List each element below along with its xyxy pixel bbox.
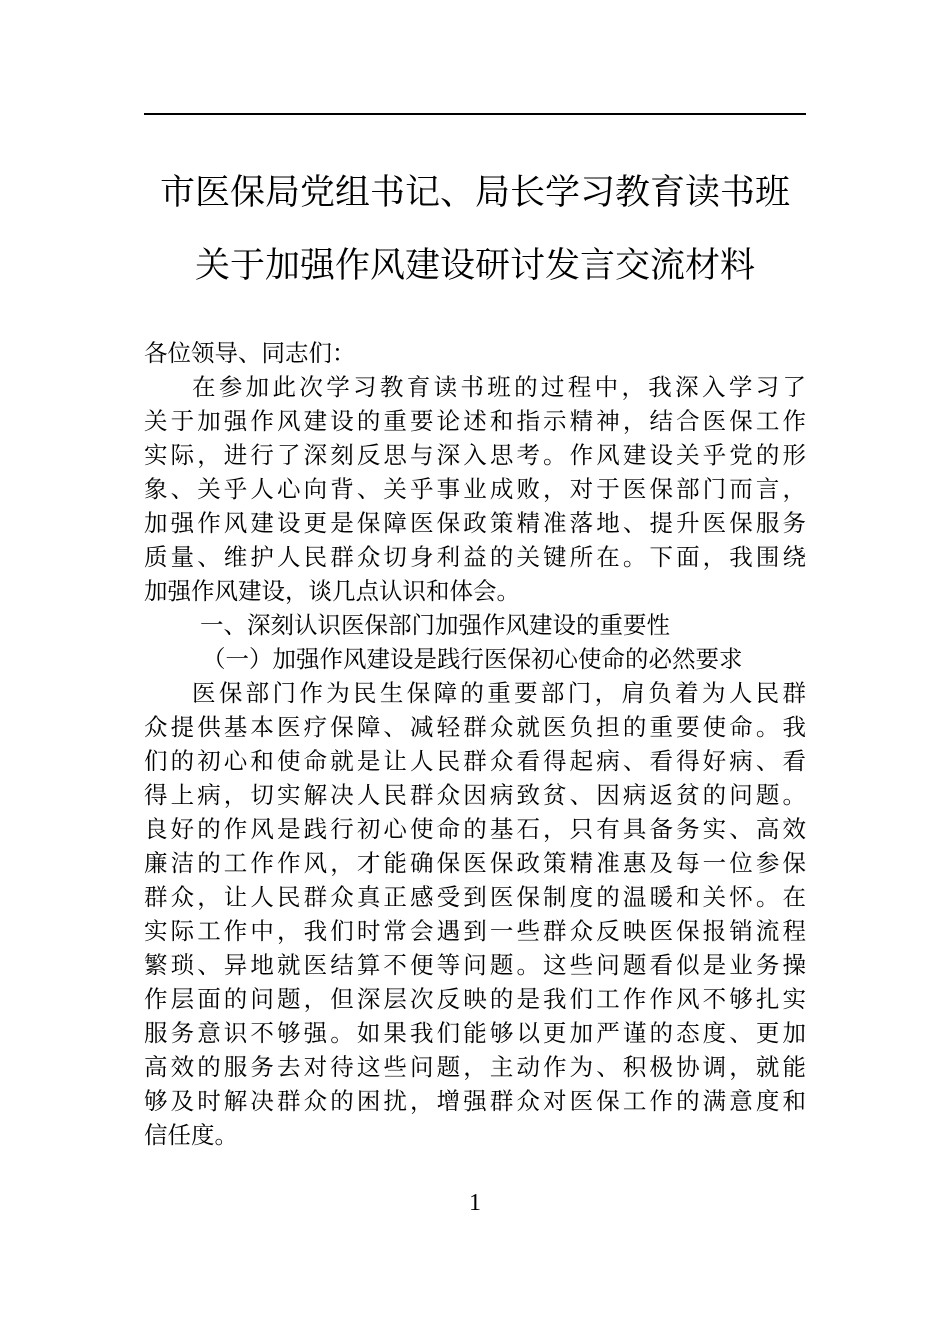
document-body [144, 336, 806, 1152]
paragraph-2-line: 医保部门作为民生保障的重要部门，肩负着为人民群 [192, 679, 806, 707]
paragraph-1-line: 加强作风建设更是保障医保政策精准落地、提升医保服务 [144, 509, 806, 537]
paragraph-1-line: 关于加强作风建设的重要论述和指示精神，结合医保工作 [144, 407, 806, 435]
paragraph-2-line: 实际工作中，我们时常会遇到一些群众反映医保报销流程 [144, 917, 806, 945]
paragraph-1-line: 加强作风建设，谈几点认识和体会。 [144, 577, 520, 605]
paragraph-2-line: 廉洁的工作作风，才能确保医保政策精准惠及每一位参保 [144, 849, 806, 877]
header-rule [144, 113, 806, 115]
paragraph-2-line: 良好的作风是践行初心使命的基石，只有具备务实、高效 [144, 815, 806, 843]
paragraph-1-line: 质量、维护人民群众切身利益的关键所在。下面，我围绕 [144, 543, 806, 571]
paragraph-2-line: 作层面的问题，但深层次反映的是我们工作作风不够扎实 [144, 985, 806, 1013]
document-title-line-1: 市医保局党组书记、局长学习教育读书班 [159, 173, 790, 213]
paragraph-2-line: 信任度。 [144, 1121, 238, 1149]
section-heading-1: 一、深刻认识医保部门加强作风建设的重要性 [200, 611, 670, 639]
paragraph-2-line: 得上病，切实解决人民群众因病致贫、因病返贫的问题。 [144, 781, 806, 809]
paragraph-2-line: 群众，让人民群众真正感受到医保制度的温暖和关怀。在 [144, 883, 806, 911]
subsection-heading-1: （一）加强作风建设是践行医保初心使命的必然要求 [202, 645, 743, 673]
document-title-line-2: 关于加强作风建设研讨发言交流材料 [194, 246, 755, 286]
paragraph-2-line: 服务意识不够强。如果我们能够以更加严谨的态度、更加 [144, 1019, 806, 1047]
page-number: 1 [469, 1190, 481, 1216]
salutation: 各位领导、同志们： [144, 339, 356, 367]
paragraph-1-line: 在参加此次学习教育读书班的过程中，我深入学习了 [192, 373, 806, 401]
paragraph-2-line: 够及时解决群众的困扰，增强群众对医保工作的满意度和 [144, 1087, 806, 1115]
paragraph-2-line: 众提供基本医疗保障、减轻群众就医负担的重要使命。我 [144, 713, 806, 741]
paragraph-2-line: 高效的服务去对待这些问题，主动作为、积极协调，就能 [144, 1053, 806, 1081]
paragraph-1-line: 象、关乎人心向背、关乎事业成败，对于医保部门而言， [144, 475, 806, 503]
paragraph-1-line: 实际，进行了深刻反思与深入思考。作风建设关乎党的形 [144, 441, 806, 469]
paragraph-2-line: 们的初心和使命就是让人民群众看得起病、看得好病、看 [144, 747, 806, 775]
paragraph-2-line: 繁琐、异地就医结算不便等问题。这些问题看似是业务操 [144, 951, 806, 979]
